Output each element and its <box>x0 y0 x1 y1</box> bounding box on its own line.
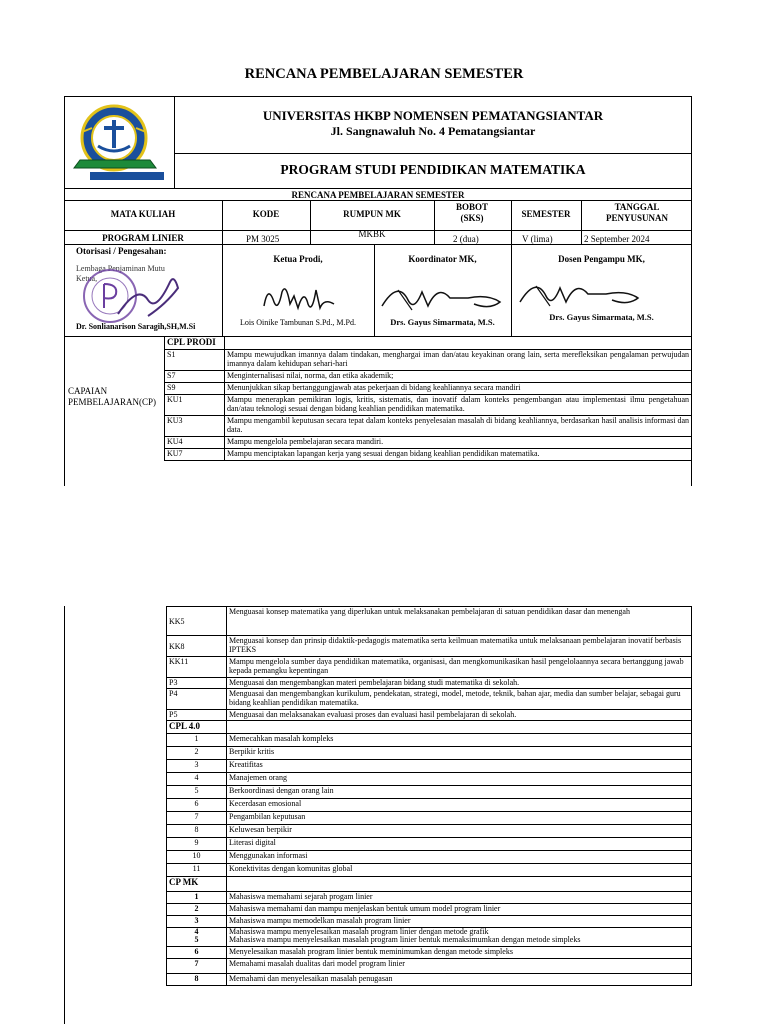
table-row <box>167 864 692 877</box>
lpm-name: Dr. Sonlianarison Saragih,SH,M.Si <box>76 322 196 331</box>
table-row <box>167 689 692 710</box>
table-row <box>167 607 692 636</box>
table-row <box>165 383 692 395</box>
page2-left-border <box>64 606 65 1024</box>
cpmk-number: 4 <box>194 927 199 936</box>
table-row <box>167 747 692 760</box>
table-row <box>165 395 692 416</box>
course-name: PROGRAM LINIER <box>102 233 184 243</box>
dosen-title: Dosen Pengampu MK, <box>558 254 645 264</box>
table-row <box>165 437 692 449</box>
dosen-signature-icon <box>516 272 646 316</box>
table-row <box>165 449 692 461</box>
cpl40-text: Kecerdasan emosional <box>227 799 692 812</box>
cpl-code: KU1 <box>165 395 225 416</box>
cpl-code: P4 <box>167 689 227 710</box>
table-row <box>167 904 692 916</box>
cpl-text: Menguasai konsep dan prinsip didaktik-pedagogis matematika serta keilmuan matematika untuk melaksanaan pembelajaran inovatif berbasis IPTEKS <box>227 636 692 657</box>
header-mata-kuliah: MATA KULIAH <box>110 209 176 219</box>
table-row <box>167 786 692 799</box>
cpl-text: Mampu menciptakan lapangan kerja yang sesuai dengan bidang keahlian pendidikan matematika. <box>225 449 692 461</box>
cpmk-text: Menyelesaikan masalah program linier bentuk meminimumkan dengan metode simpleks <box>227 947 692 959</box>
cpl-prodi-header: CPL PRODI <box>165 337 225 350</box>
cp-label: CAPAIAN PEMBELAJARAN(CP) <box>68 386 157 407</box>
cpmk-text: Mahasiswa memahami sejarah progam linier <box>227 892 692 904</box>
cpl-code: KK11 <box>167 657 227 678</box>
cpl-code: KU4 <box>165 437 225 449</box>
cpmk-number: 6 <box>167 947 227 959</box>
cpl40-text: Memecahkan masalah kompleks <box>227 734 692 747</box>
table-row <box>167 825 692 838</box>
cpl-text: Menunjukkan sikap bertanggungjawab atas pekerjaan di bidang keahliannya secara mandiri <box>225 383 692 395</box>
dosen-name: Drs. Gayus Simarmata, M.S. <box>549 312 654 322</box>
cpl40-text: Berkoordinasi dengan orang lain <box>227 786 692 799</box>
table-row <box>167 928 692 947</box>
koordinator-name: Drs. Gayus Simarmata, M.S. <box>390 317 495 327</box>
cpl40-number: 4 <box>167 773 227 786</box>
cpl-code: KK5 <box>167 607 227 636</box>
header-rumpun: RUMPUN MK <box>343 209 401 219</box>
cpl-text: Mampu menerapkan pemikiran logis, kritis, sistematis, dan inovatif dalam konteks pengembangan atau implementasi ilmu pengetahuan dan/atau teknologi sesuai dengan bidang keahlian pendidikan matematika. <box>225 395 692 416</box>
university-logo-icon <box>70 102 166 184</box>
cpl40-number: 8 <box>167 825 227 838</box>
table-row <box>167 947 692 959</box>
table-row <box>167 838 692 851</box>
cpmk-number: 8 <box>167 974 227 986</box>
document-title: RENCANA PEMBELAJARAN SEMESTER <box>244 66 524 82</box>
koordinator-signature-icon <box>378 276 508 320</box>
cpl40-number: 7 <box>167 812 227 825</box>
program-name: PROGRAM STUDI PENDIDIKAN MATEMATIKA <box>280 162 586 177</box>
table-row <box>167 959 692 974</box>
cpl-code: S9 <box>165 383 225 395</box>
header-semester: SEMESTER <box>521 209 571 219</box>
table-row <box>167 916 692 928</box>
kaprodi-name: Lois Oinike Tambunan S.Pd., M.Pd. <box>240 318 356 327</box>
cpl-text: Menguasai dan mengembangkan materi pembelajaran bidang studi matematika di sekolah. <box>227 678 692 689</box>
cpl40-number: 11 <box>167 864 227 877</box>
cpl-code: P5 <box>167 710 227 721</box>
course-rumpun: MKBK <box>358 229 386 239</box>
cpl-text: Mampu mengelola sumber daya pendidikan matematika, organisasi, dan mengkomunikasikan hasil pengelolaannya secara bertanggung jawab kepada pemangku kepentingan <box>227 657 692 678</box>
table-row <box>167 892 692 904</box>
cpl-prodi-table-continued <box>166 606 692 986</box>
cpmk-number: 7 <box>167 959 227 974</box>
table-row <box>167 734 692 747</box>
cpl40-text: Pengambilan keputusan <box>227 812 692 825</box>
table-row <box>167 760 692 773</box>
table-row <box>167 974 692 986</box>
cpl40-text: Manajemen orang <box>227 773 692 786</box>
lpm-role: Ketua, <box>76 274 98 283</box>
table-row <box>165 371 692 383</box>
table-row <box>165 416 692 437</box>
rps-label: RENCANA PEMBELAJARAN SEMESTER <box>291 190 465 200</box>
cpl40-number: 1 <box>167 734 227 747</box>
authorization-label: Otorisasi / Pengesahan: <box>76 246 167 256</box>
cpl-code: KU7 <box>165 449 225 461</box>
cpmk-text: Memahami masalah dualitas dari model program linier <box>227 959 692 974</box>
cpl40-number: 3 <box>167 760 227 773</box>
lpm-stamp-signature-icon <box>78 264 188 328</box>
kaprodi-signature-icon <box>254 278 344 318</box>
table-row <box>167 851 692 864</box>
cpmk-number: 5 <box>194 935 199 944</box>
table-row <box>167 636 692 657</box>
cpl40-number: 10 <box>167 851 227 864</box>
cpmk-header: CP MK <box>167 877 227 892</box>
cpmk-text: Mahasiswa mampu memodelkan masalah program linier <box>227 916 692 928</box>
cpl-code: S7 <box>165 371 225 383</box>
course-date: 2 September 2024 <box>584 234 650 244</box>
header-tanggal: TANGGAL PENYUSUNAN <box>605 202 668 223</box>
university-address: Jl. Sangnawaluh No. 4 Pematangsiantar <box>330 124 536 138</box>
cpl-text: Menguasai dan melaksanakan evaluasi proses dan evaluasi hasil pembelajaran di sekolah. <box>227 710 692 721</box>
cpl40-number: 5 <box>167 786 227 799</box>
course-code: PM 3025 <box>246 234 280 244</box>
cpl40-number: 6 <box>167 799 227 812</box>
cpl40-text: Berpikir kritis <box>227 747 692 760</box>
cpl40-text: Konektivitas dengan komunitas global <box>227 864 692 877</box>
cpl40-number: 2 <box>167 747 227 760</box>
cpl40-number: 9 <box>167 838 227 851</box>
table-row <box>167 799 692 812</box>
cpmk-text: Mahasiswa mampu menyelesaikan masalah program linier dengan metode grafik <box>229 927 489 936</box>
cpl40-header: CPL 4.0 <box>167 721 227 734</box>
table-row <box>167 812 692 825</box>
lpm-label: Lembaga Penjaminan Mutu <box>76 264 165 273</box>
cpl-code: KU3 <box>165 416 225 437</box>
cpmk-text: Mahasiswa memahami dan mampu menjelaskan bentuk umum model program linier <box>227 904 692 916</box>
table-row <box>167 657 692 678</box>
cpl-text: Menguasai dan mengembangkan kurikulum, pendekatan, strategi, model, metode, teknik, bahan ajar, media dan sumber belajar, sebagai guru bidang keahlian pendidikan matematika. <box>227 689 692 710</box>
cpl-text: Mampu mengelola pembelajaran secara mandiri. <box>225 437 692 449</box>
cpl-code: KK8 <box>167 636 227 657</box>
header-kode: KODE <box>252 209 280 219</box>
table-row <box>167 678 692 689</box>
cpl-text: Menginternalisasi nilai, norma, dan etika akademik; <box>225 371 692 383</box>
koordinator-title: Koordinator MK, <box>408 254 477 264</box>
cpmk-number: 3 <box>167 916 227 928</box>
cpmk-text: Mahasiswa mampu menyelesaikan masalah program linier bentuk memaksimumkan dengan metode simpleks <box>229 935 581 944</box>
cpl40-text: Keluwesan berpikir <box>227 825 692 838</box>
course-semester: V (lima) <box>522 234 553 244</box>
cpl-text: Mampu mengambil keputusan secara tepat dalam konteks penyelesaian masalah di bidang keahliannya, berdasarkan hasil analisis informasi dan data. <box>225 416 692 437</box>
cpmk-number: 2 <box>167 904 227 916</box>
cpmk-number: 1 <box>167 892 227 904</box>
cpl-code: S1 <box>165 350 225 371</box>
table-row <box>167 773 692 786</box>
course-bobot: 2 (dua) <box>453 234 479 244</box>
header-bobot: BOBOT (SKS) <box>455 202 488 223</box>
cpl-text: Menguasai konsep matematika yang diperlukan untuk melaksanakan pembelajaran di satuan pendidikan dasar dan menengah <box>227 607 692 636</box>
cpl-text: Mampu mewujudkan imannya dalam tindakan, menghargai iman dan/atau keyakinan orang lain, serta merefleksikan pengalaman perwujudan imannya dalam kehidupan sehari-hari <box>225 350 692 371</box>
cpl40-text: Literasi digital <box>227 838 692 851</box>
table-row <box>165 350 692 371</box>
cpl40-text: Menggunakan informasi <box>227 851 692 864</box>
kaprodi-title: Ketua Prodi, <box>273 254 323 264</box>
cpl40-text: Kreatifitas <box>227 760 692 773</box>
university-name: UNIVERSITAS HKBP NOMENSEN PEMATANGSIANTAR <box>262 108 604 123</box>
table-row <box>167 710 692 721</box>
cpl-prodi-table <box>164 336 692 461</box>
cpl-code: P3 <box>167 678 227 689</box>
cpmk-text: Memahami dan menyelesaikan masalah penugasan <box>227 974 692 986</box>
